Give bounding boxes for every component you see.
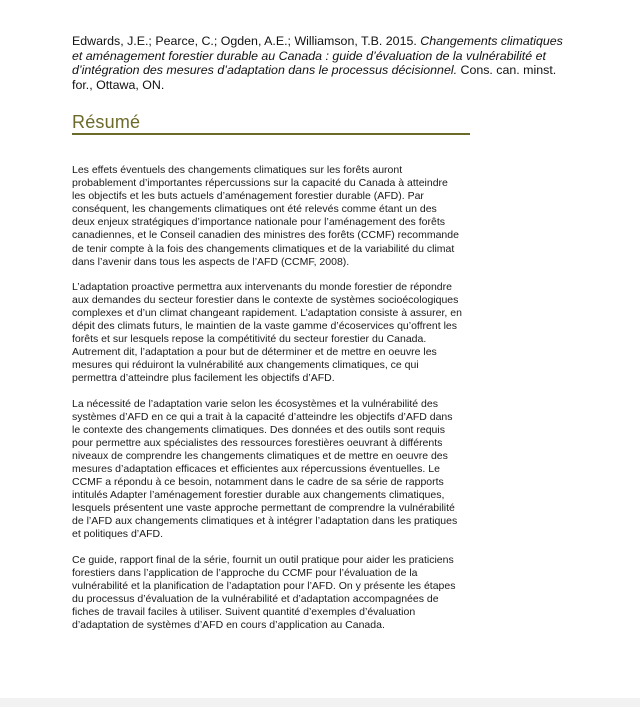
citation	[72, 34, 572, 92]
paragraph-2: L’adaptation proactive permettra aux intervenants du monde forestier de répondre aux demandes du secteur forestier dans le contexte de systèmes socioécologiques complexes et d’un climat changeant rapidement. L’adaptation consiste à assurer, en dépit des climats futurs, le maintien de la vaste gamme d’écoservices qu’offrent les forêts et sur lesquels repose la compétitivité du secteur forestier du Canada. Autrement dit, l’adaptation a pour but de déterminer et de mettre en oeuvre les mesures qui réduiront la vulnérabilité aux changements climatiques, ce qui permettra d’atteindre plus facilement les objectifs d’AFD.	[72, 280, 462, 385]
paragraph-3: La nécessité de l’adaptation varie selon les écosystèmes et la vulnérabilité des systèmes d’AFD en ce qui a trait à la capacité d’atteindre les objectifs d’AFD dans le contexte des changements climatiques. Des données et des outils sont requis pour permettre aux spécialistes des ressources forestières oeuvrant à différents niveaux de comprendre les changements climatiques et de mettre en oeuvre des mesures d’adaptation efficaces et efficientes aux répercussions éventuelles. Le CCMF a répondu à ce besoin, notamment dans le cadre de sa série de rapports intitulés Adapter l’aménagement forestier durable aux changements climatiques, lesquels présentent une vaste approche permettant de comprendre la vulnérabilité de l’AFD aux changements climatiques et à intégrer l’adaptation dans les pratiques et politiques d’AFD.	[72, 397, 458, 541]
paragraph-1: Les effets éventuels des changements climatiques sur les forêts auront probablement d’importantes répercussions sur la capacité du Canada à atteindre les objectifs et les buts actuels d’aménagement forestier durable (AFD). Par conséquent, les changements climatiques ont été relevés comme étant un des deux enjeux stratégiques d’importance nationale pour l’aménagement des forêts canadiennes, et le Conseil canadien des ministres des forêts (CCMF) recommande de tenir compte à la fois des changements climatiques et de la variabilité du climat dans l’avenir dans tous les aspects de l’AFD (CCMF, 2008).	[72, 164, 459, 268]
citation-authors: Edwards, J.E.; Pearce, C.; Ogden, A.E.; Williamson, T.B. 2015.	[72, 34, 421, 48]
heading-rule	[72, 133, 470, 135]
paragraph-4: Ce guide, rapport final de la série, fournit un outil pratique pour aider les praticiens forestiers dans l’application de l’approche du CCMF pour l’évaluation de la vulnérabilité et la planification de l’adaptation pour l’AFD. On y présente les étapes du processus d’évaluation de la vulnérabilité et d’adaptation accompagnées de fiches de travail faciles à utiliser. Suivent quantité d’exemples d’évaluation d’adaptation de systèmes d’AFD en cours d’application au Canada.	[72, 553, 456, 631]
section-heading: Résumé	[72, 112, 141, 132]
citation-title: Changements climatiques et aménagement forestier durable au Canada : guide d’évaluation de la vulnérabilité et d’intégration des mesures d’adaptation dans le processus décisionnel.	[72, 34, 563, 78]
citation-publisher: Cons. can. minst. for., Ottawa, ON.	[72, 63, 557, 92]
abstract-body	[72, 164, 462, 644]
page-bottom-edge	[0, 698, 640, 707]
